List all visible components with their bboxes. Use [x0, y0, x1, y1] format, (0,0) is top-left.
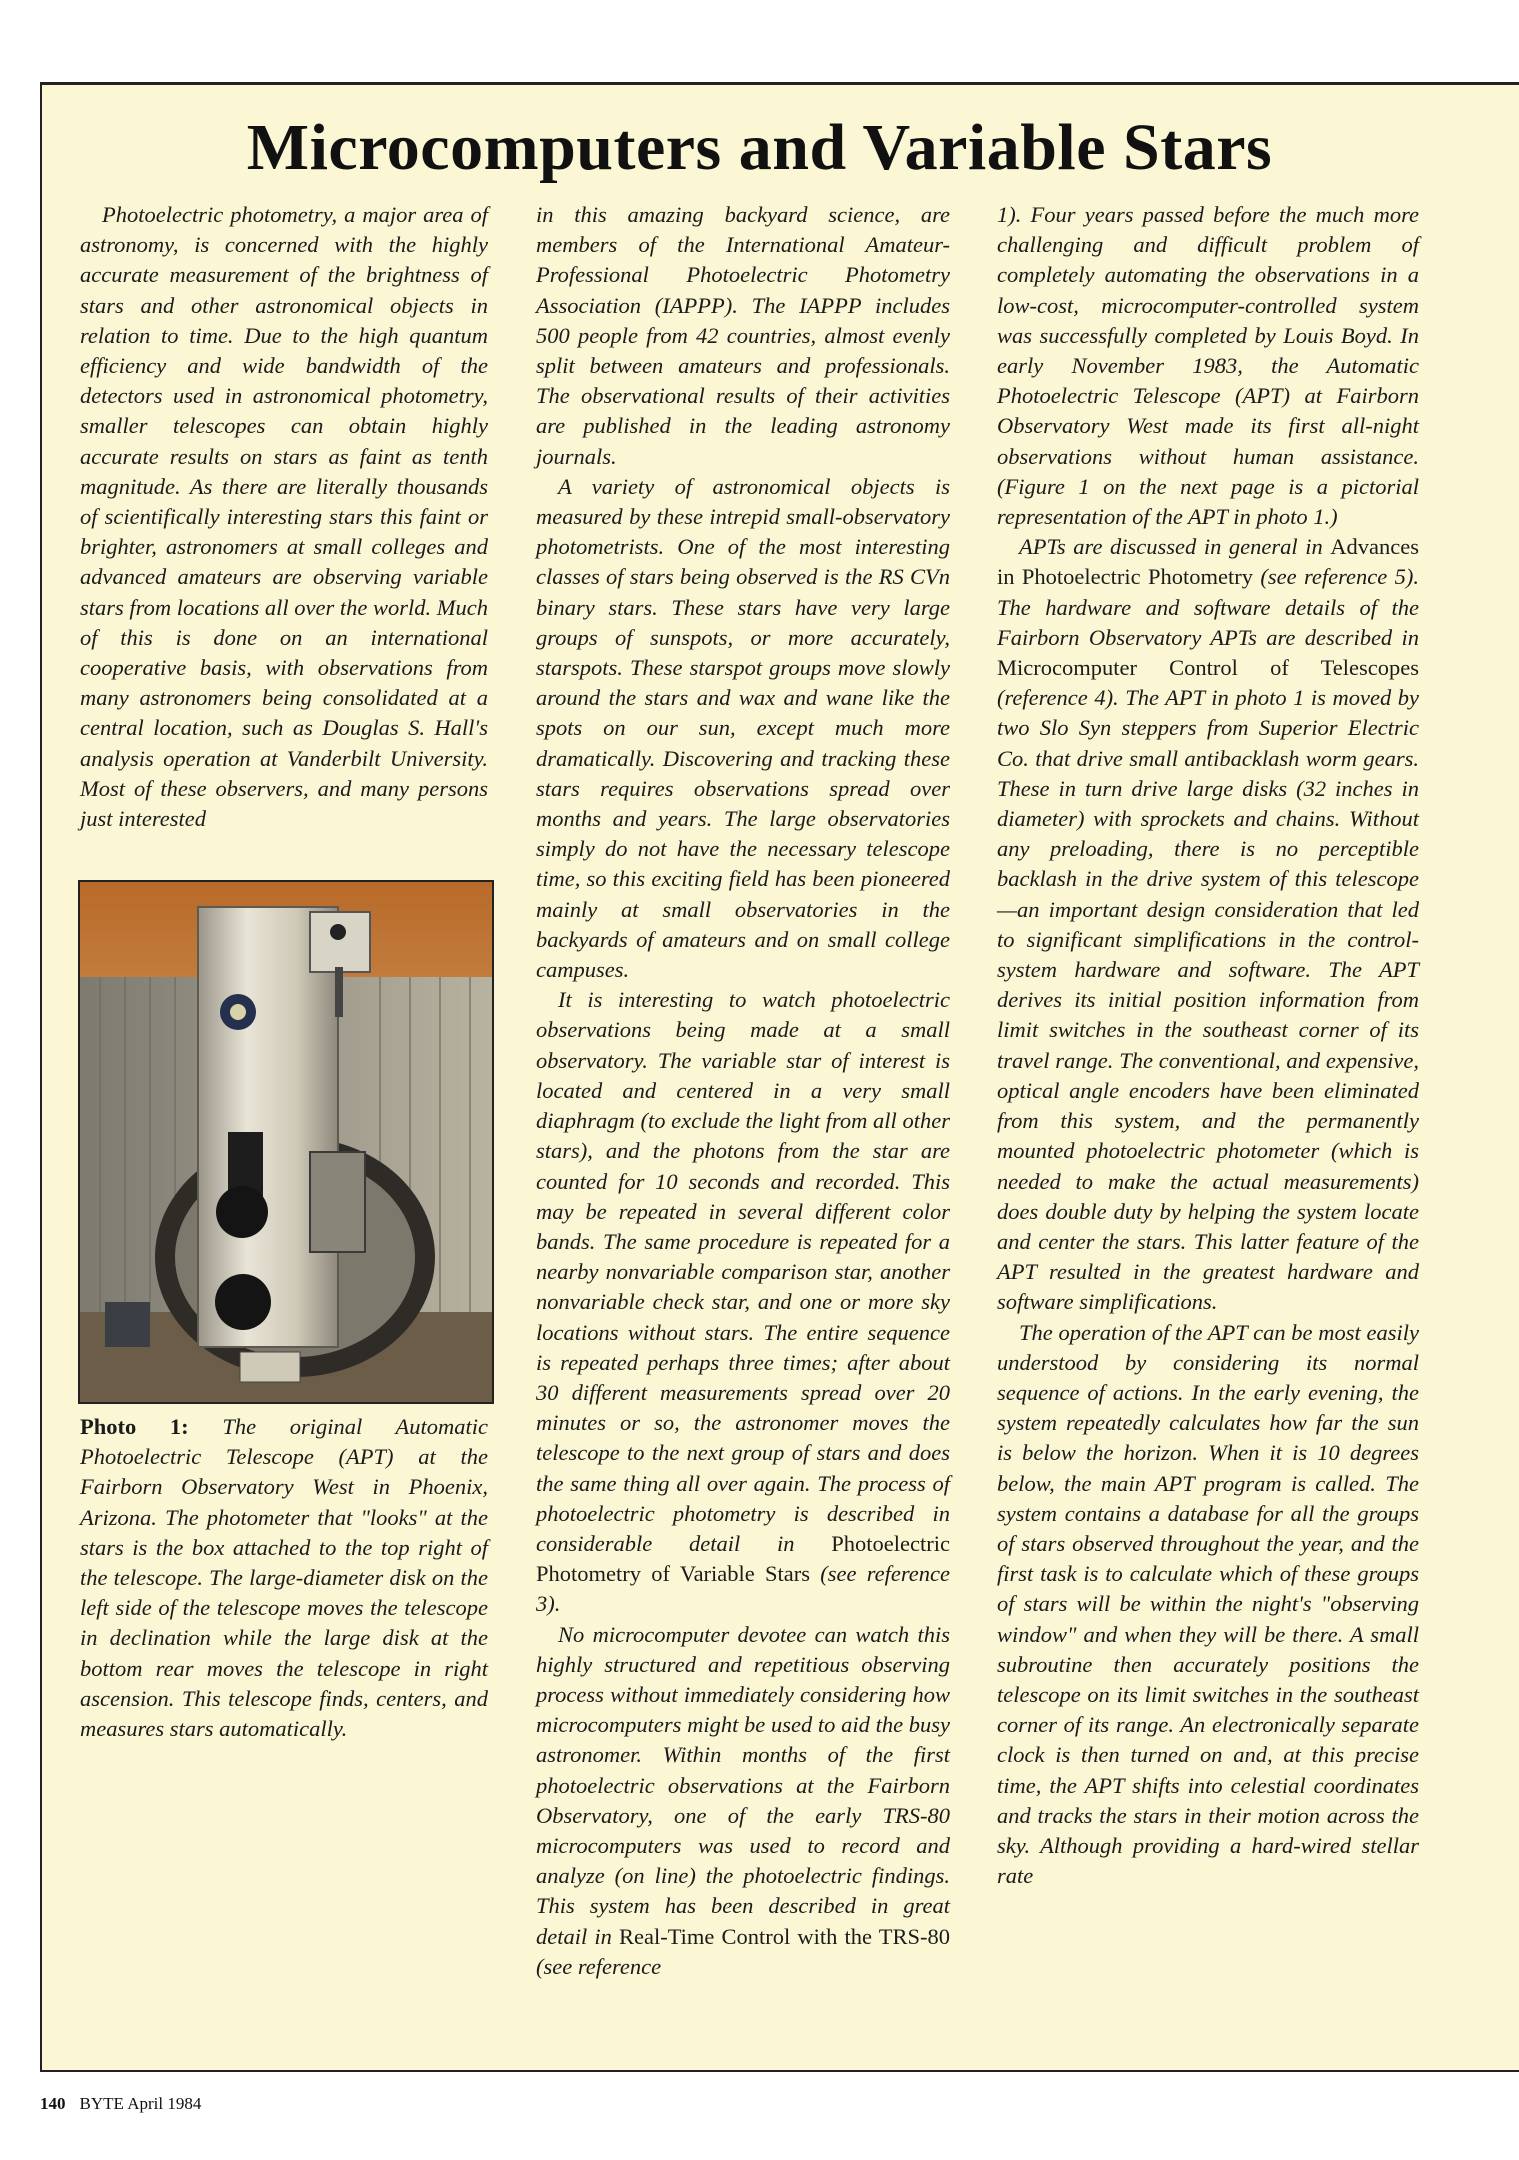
paragraph: 1). Four years passed before the much more challenging and difficult problem of completely automating the observations in a low-cost, microcomputer-controlled system was successfully completed by Louis Boyd. In early November 1983, the Automatic Photoelectric Telescope (APT) at Fairborn Observatory West made its first all-night observations without human assistance. (Figure 1 on the next page is a pictorial representation of the APT in photo 1.)	[997, 202, 1419, 530]
paragraph-text: No microcomputer devotee can watch this highly structured and repetitious observing process without immediately considering how microcomputers might be used to aid the busy astronomer. Within months of the first photoelectric observations at the Fairborn Observatory, one of the early TRS-80 microcomputers was used to record and analyze (on line) the photoelectric findings. This system has been described in great detail in	[536, 1621, 950, 1949]
page-footer	[40, 2094, 201, 2114]
paragraph-text: APTs are discussed in general in	[1019, 534, 1331, 560]
caption-label: Photo 1:	[80, 1414, 189, 1439]
paragraph	[536, 985, 950, 1619]
book-title: Advances in Photoelectric Photometry	[997, 534, 1419, 590]
paragraph: in this amazing backyard science, are members of the International Amateur-Professional Photoelectric Photometry Association (IAPPP). The IAPPP includes 500 people from 42 countries, almost evenly split between amateurs and professionals. The observational results of their activities are published in the leading astronomy journals.	[536, 202, 950, 469]
paragraph: A variety of astronomical objects is measured by these intrepid small-observatory photometrists. One of the most interesting classes of stars being observed is the RS CVn binary stars. These stars have very large groups of sunspots, or more accurately, starspots. These starspot groups move slowly around the stars and wax and wane like the spots on our sun, except much more dramatically. Discovering and tracking these stars requires observations spread over months and years. The large observatories simply do not have the necessary telescope time, so this exciting field has been pioneered mainly at small observatories in the backyards of amateurs and on small college campuses.	[536, 473, 950, 983]
publication-info: BYTE April 1984	[79, 2094, 202, 2113]
photo-caption	[80, 1412, 488, 1744]
reference-text: (see reference 3).	[536, 1561, 950, 1617]
paragraph: The operation of the APT can be most easily understood by considering its normal sequence of actions. In the early evening, the system repeatedly calculates how far the sun is below the horizon. When it is 10 degrees below, the main APT program is called. The system contains a database for all the groups of stars observed throughout the year, and the first task is to calculate which of these groups of stars will be within the night's "observing window" and when they will be there. A small subroutine then accurately positions the telescope on its limit switches in the southeast corner of its range. An electronically separate clock is then turned on and, at this precise time, the APT shifts into celestial coordinates and tracks the stars in their motion across the sky. Although providing a hard-wired stellar rate	[997, 1319, 1419, 1889]
article-title: Microcomputers and Variable Stars	[246, 111, 1273, 184]
column-3	[997, 200, 1419, 1891]
caption-text: The original Automatic Photoelectric Telescope (APT) at the Fairborn Observatory West in Phoenix, Arizona. The photometer that "looks" at the stars is the box attached to the top right of the telescope. The large-diameter disk on the left side of the telescope moves the telescope in declination while the large disk at the bottom rear moves the telescope in right ascension. This telescope finds, centers, and measures stars automatically.	[80, 1414, 489, 1742]
telescope-photo	[78, 880, 494, 1404]
column-1	[80, 200, 488, 834]
book-title: Microcomputer Control of Telescopes	[997, 655, 1419, 681]
column-2	[536, 200, 950, 1982]
paragraph	[536, 1620, 950, 1982]
paragraph: Photoelectric photometry, a major area of astronomy, is concerned with the highly accurate measurement of the brightness of stars and other astronomical objects in relation to time. Due to the high quantum efficiency and wide bandwidth of the detectors used in astronomical photometry, smaller telescopes can obtain highly accurate results on stars as faint as tenth magnitude. As there are literally thousands of scientifically interesting stars this faint or brighter, astronomers at small colleges and advanced amateurs are observing variable stars from locations all over the world. Much of this is done on an international cooperative basis, with observations from many astronomers being consolidated at a central location, such as Douglas S. Hall's analysis operation at Vanderbilt University. Most of these observers, and many persons just interested	[80, 202, 488, 832]
book-title: Photoelectric Photometry of Variable Stars	[536, 1530, 950, 1587]
telescope-illustration	[80, 882, 492, 1402]
paragraph-text: It is interesting to watch photoelectric observations being made at a small observatory. The variable star of interest is located and centered in a very small diaphragm (to exclude the light from all other stars), and the photons from the star are counted for 10 seconds and recorded. This may be repeated in several different color bands. The same procedure is repeated for a nearby nonvariable comparison star, another nonvariable check star, and one or more sky locations without stars. The entire sequence is repeated perhaps three times; after about 30 different measurements spread over 20 minutes or so, the astronomer moves the telescope to the next group of stars and does the same thing all over again. The process of photoelectric photometry is described in considerable detail in	[536, 987, 950, 1556]
page-number: 140	[40, 2094, 66, 2113]
book-title: Real-Time Control with the TRS-80	[619, 1923, 950, 1949]
paragraph-text: (reference 4). The APT in photo 1 is moved by two Slo Syn steppers from Superior Electric Co. that drive small antibacklash worm gears. These in turn drive large disks (32 inches in diameter) with sprockets and chains. Without any preloading, there is no perceptible backlash in the drive system of this telescope—an important design consideration that led to significant simplifications in the control-system hardware and software. The APT derives its initial position information from limit switches in the southeast corner of its travel range. The conventional, and expensive, optical angle encoders have been eliminated from this system, and the permanently mounted photoelectric photometer (which is needed to make the actual measurements) does double duty by helping the system locate and center the stars. This latter feature of the APT resulted in the greatest hardware and software simplifications.	[997, 685, 1419, 1315]
paragraph	[997, 532, 1419, 1317]
paragraph-text: (see reference 5). The hardware and software details of the Fairborn Observatory APTs are described in	[997, 564, 1419, 650]
reference-text: (see reference	[536, 1953, 662, 1979]
